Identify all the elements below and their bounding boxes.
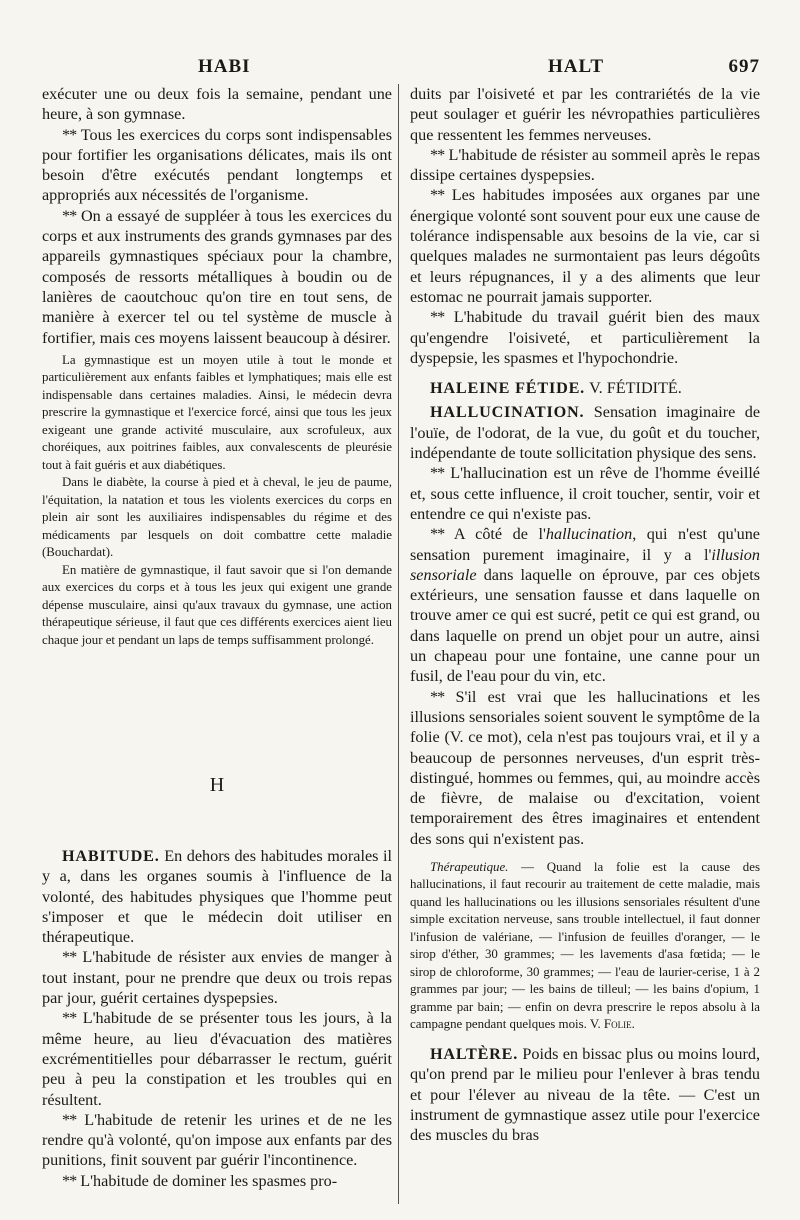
entry-headword: HALEINE FÉTIDE. — [430, 379, 586, 398]
asterism: * — [62, 125, 70, 144]
small-paragraph: La gymnastique est un moyen utile à tout le monde et particulièrement aux enfants faibles et lymphatiques; mais elle est indispensable dans certaines maladies. Ainsi, le médecin devra prescrire la gymnastique et l'exercice forcé, ainsi que tous les jeux exigeant une grande activité musculaire, aux scrofuleux, aux choréiques, aux poitrines faibles, aux convalescents de pleurésie tout à fait guéris et aux diabétiques. — [42, 352, 392, 472]
entry-paragraph: HALEINE FÉTIDE. V. FÉTIDITÉ. — [430, 379, 682, 398]
paragraph: ** L'hallucination est un rêve de l'homme éveillé et, sous cette influence, il croit toucher, sentir, voir et entendre ce qui n'existe pas. — [410, 464, 760, 523]
section-letter: H — [209, 774, 225, 796]
small-paragraph: En matière de gymnastique, il faut savoir que si l'on demande aux exercices du corps et à tous les jeux qui exigent une grande dépense musculaire, ainsi qu'aux travaux du gymnase, une action thérapeutique sérieuse, il faut que ces différents exercices aient lieu chaque jour et pendant un laps de temps suffisamment prolongé. — [42, 562, 392, 647]
paragraph: ** L'habitude de retenir les urines et de ne les rendre qu'à volonté, qu'on impose aux enfants par des punitions, finit souvent par guérir l'incontinence. — [42, 1110, 392, 1170]
entry-headword: HALLUCINATION. — [430, 403, 585, 422]
entry-headword: HABITUDE. — [62, 847, 160, 865]
entry-headword: HALTÈRE. — [430, 1044, 519, 1063]
entry-paragraph: HABITUDE. En dehors des habitudes morales il y a, dans les organes soumis à l'influence de la volonté, des habitudes physiques que l'homme peut s'imposer et que le médecin doit utiliser en thérapeutique. — [42, 847, 393, 947]
asterism: * — [62, 206, 70, 225]
cross-reference: Folie — [603, 1017, 632, 1032]
paragraph: ** L'habitude de se présenter tous les jours, à la même heure, au lieu d'évacuation des matières excrémentitielles pour débarrasser le rectum, guérit peu à peu la constipation et les troubles qui en résultent. — [42, 1009, 392, 1109]
column-divider — [398, 84, 399, 1204]
entry-paragraph: HALTÈRE. Poids en bissac plus ou moins lourd, qu'on prend par le milieu pour l'enlever à bras tendu et pour l'élever au niveau de la tête. — C'est un instrument de gymnastique assez utile pour l'exercice des muscles du bras — [410, 1044, 760, 1145]
therapeutique-paragraph: Thérapeutique. — Quand la folie est la cause des hallucinations, il faut recourir au traitement de cette maladie, mais quand les hallucinations ou les illusions sensoriales résultent d'une simple excitation nerveuse, sans trouble intellectuel, il faut donner l'infusion de valériane, — l'infusion de feuilles d'oranger, — le sirop d'éther, 30 grammes; — les lavements d'asa fœtida; — le sirop de chloroforme, 30 grammes; — l'eau de laurier-cerise, 1 à 2 grammes par jour; — les bains de tilleul; — les bains d'opium, 1 gramme par bain; — enfin on devra prescrire le repos absolu à la campagne pendant quelques mois. V. Folie. — [410, 859, 760, 1032]
habitude-entry — [42, 846, 392, 1191]
running-header — [40, 56, 760, 84]
paragraph: ** L'habitude du travail guérit bien des maux qu'engendre l'oisiveté, et particulièrement la dyspepsie, les spasmes et l'hypochondrie. — [410, 308, 761, 367]
header-left-word: HABI — [198, 56, 251, 77]
page-number: 697 — [728, 56, 760, 77]
paragraph: exécuter une ou deux fois la semaine, pendant une heure, à son gymnase. — [42, 85, 392, 124]
small-paragraph: Dans le diabète, la course à pied et à cheval, le jeu de paume, l'équitation, la natation et tous les violents exercices du corps en plein air sont les auxiliaires indispensables du régime et des médicaments par lesquels on doit combattre cette maladie (Bouchardat). — [42, 475, 392, 560]
paragraph: ** On a essayé de suppléer à tous les exercices du corps et aux instruments des grands gymnases par des appareils gymnastiques spéciaux pour la chambre, composés de ressorts métalliques à boudin ou de lanières de caoutchouc qu'on tire en tout sens, de manière à exercer tel ou tel système de muscle à fortifier, mais ces moyens laissent beaucoup à désirer. — [42, 206, 392, 347]
paragraph: ** L'habitude de résister aux envies de manger à tout instant, pour ne prendre que deux ou trois repas par jour, guérit certaines dyspepsies. — [42, 948, 393, 1008]
paragraph: ** Tous les exercices du corps sont indispensables pour fortifier les organisations délicates, mais ils ont besoin d'être exécutés pendant longtemps et appropriés aux nécessités de l'organisme. — [42, 125, 392, 205]
right-column — [410, 84, 760, 1145]
left-column — [42, 84, 393, 1190]
paragraph: ** A côté de l'hallucination, qui n'est qu'une sensation purement imaginaire, il y a l'illusion sensoriale dans laquelle on éprouve, par ces objets extérieurs, une sensation fausse et dans laquelle on trouve amer ce qui est sucré, petit ce qui est grand, ou dans laquelle on prend un objet pour un autre, ainsi un chapeau pour une fontaine, une canne pour un fusil, de l'eau pour du vin, etc. — [410, 525, 760, 686]
paragraph: ** L'habitude de dominer les spasmes pro- — [62, 1171, 338, 1190]
header-right-word: HALT — [548, 56, 605, 77]
paragraph: ** L'habitude de résister au sommeil après le repas dissipe certaines dyspepsies. — [410, 145, 760, 185]
therapeutique-label: Thérapeutique. — [430, 859, 509, 874]
paragraph: ** S'il est vrai que les hallucinations et les illusions sensoriales soient souvent le symptôme de la folie (V. ce mot), cela n'est pas toujours vrai, et il y a beaucoup de personnes nerveuses, d'un esprit très-distingué, hommes ou femmes, qui, au moindre accès de fièvre, de malaise ou d'excitation, voient temporairement des êtres imaginaires et entendent des sons qui n'existent pas. — [410, 687, 761, 848]
paragraph: ** Les habitudes imposées aux organes par une énergique volonté sont souvent pour eux une cause de tolérance indispensable aux besoins de la vie, car si quelques malades ne surmontaient pas leurs dégoûts et leurs répugnances, il y a des aliments que leur estomac ne pourrait jamais supporter. — [410, 186, 760, 306]
entry-paragraph: HALLUCINATION. Sensation imaginaire de l'ouïe, de l'odorat, de la vue, du goût et du toucher, indépendante de toute sollicitation physique des sens. — [410, 403, 760, 463]
paragraph: duits par l'oisiveté et par les contrariétés de la vie peut soulager et guérir les névropathies particulières que ressentent les femmes nerveuses. — [410, 85, 760, 144]
